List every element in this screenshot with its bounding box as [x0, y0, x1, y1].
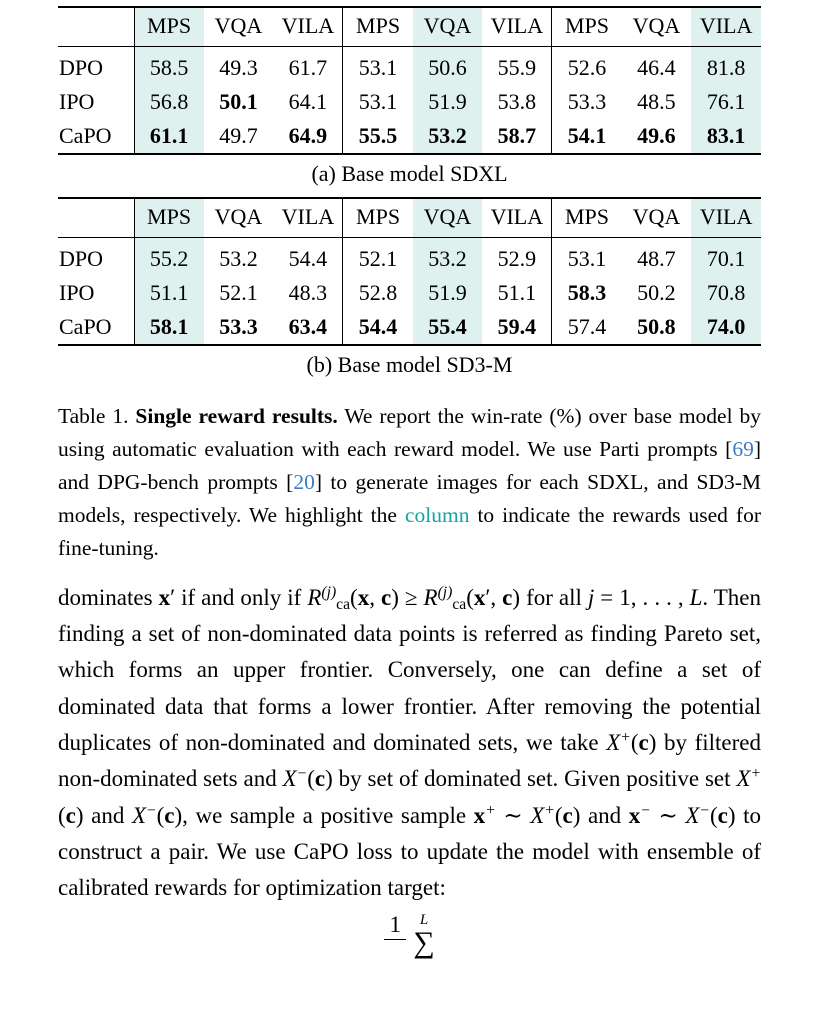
value-cell: 81.8: [691, 47, 761, 86]
text-segment: (: [554, 802, 563, 828]
text-segment: x: [473, 802, 486, 828]
text-segment: ): [648, 729, 657, 755]
text-segment: (: [307, 766, 315, 792]
text-segment: x: [473, 584, 486, 610]
text-segment: R: [423, 584, 438, 610]
col-header: VILA: [490, 204, 544, 229]
value-cell: 63.4: [288, 314, 328, 339]
table-row: [58, 238, 761, 277]
text-segment: x: [158, 584, 171, 610]
fraction-bar: [384, 939, 406, 941]
value-cell: 74.0: [691, 310, 761, 345]
text-segment: c: [717, 802, 728, 828]
table-b-section: [58, 197, 761, 388]
col-header: VQA: [632, 204, 681, 229]
results-table-sd3m: [58, 197, 761, 346]
text-segment: ca: [336, 595, 351, 613]
value-cell: 57.4: [552, 310, 622, 345]
value-cell: 51.9: [413, 85, 483, 119]
text-segment: and: [580, 802, 629, 828]
value-cell: 50.1: [219, 89, 258, 114]
table-row: [58, 47, 761, 86]
text-segment: (: [709, 802, 718, 828]
text-segment: ca: [452, 595, 467, 613]
text-segment: ): [325, 766, 333, 792]
value-cell: 54.1: [552, 119, 622, 154]
corner-cell: [58, 7, 134, 47]
text-segment: ′: [170, 584, 176, 610]
text-segment: ): [727, 802, 736, 828]
results-table-sdxl: [58, 6, 761, 155]
value-cell: 48.3: [288, 280, 328, 305]
text-segment: (: [58, 802, 66, 828]
text-segment: c: [314, 766, 326, 792]
text-segment: +: [544, 801, 555, 819]
results-table: [58, 197, 761, 346]
col-header: VILA: [281, 13, 335, 38]
row-label: DPO: [58, 238, 134, 277]
col-header: MPS: [134, 7, 204, 47]
text-segment: x: [628, 802, 641, 828]
col-header: VQA: [413, 198, 483, 238]
value-cell: 52.9: [482, 238, 552, 277]
text-segment: X: [282, 766, 297, 792]
corner-cell: [58, 198, 134, 238]
text-segment: = 1, . . . ,: [594, 584, 690, 610]
value-cell: 64.1: [288, 89, 328, 114]
text-segment: ′: [485, 584, 491, 610]
table-row: [58, 119, 761, 154]
value-cell: 58.5: [134, 47, 204, 86]
text-segment: if and only if: [175, 584, 308, 610]
value-cell: 53.1: [552, 238, 622, 277]
text-segment: −: [146, 801, 157, 819]
text-segment: X: [530, 802, 545, 828]
col-header: VILA: [490, 13, 544, 38]
value-cell: 49.6: [637, 123, 676, 148]
text-segment: c: [164, 802, 175, 828]
value-cell: 51.1: [497, 280, 537, 305]
value-cell: 53.1: [343, 85, 413, 119]
value-cell: 53.3: [219, 314, 258, 339]
value-cell: 70.8: [691, 276, 761, 310]
text-segment: (j): [437, 583, 453, 601]
text-segment: We report the win-rate (%) over base model by using automatic evaluation with each reward model. We use Parti prompts [: [58, 404, 761, 462]
summation: [413, 913, 434, 958]
fraction-numerator: 1: [389, 911, 402, 937]
col-header: VILA: [691, 198, 761, 238]
header-row: [58, 198, 761, 238]
value-cell: 50.8: [637, 314, 676, 339]
row-label: CaPO: [59, 314, 112, 339]
text-segment: ): [75, 802, 84, 828]
value-cell: 70.1: [691, 238, 761, 277]
text-segment: , we sample a positive sample: [182, 802, 474, 828]
value-cell: 58.1: [134, 310, 204, 345]
row-label: DPO: [58, 47, 134, 86]
subcaption-a: (a) Base model SDXL: [311, 161, 508, 186]
text-segment: column: [404, 503, 470, 528]
col-header: MPS: [343, 7, 413, 47]
value-cell: 52.8: [343, 276, 413, 310]
value-cell: 53.2: [413, 238, 483, 277]
col-header: MPS: [134, 198, 204, 238]
text-segment: to construct a pair. We use CaPO loss to update the model with ensemble of calibrated rewards for optimization target:: [58, 802, 761, 901]
text-segment: ): [572, 802, 581, 828]
value-cell: 56.8: [134, 85, 204, 119]
col-header: MPS: [552, 7, 622, 47]
value-cell: 50.2: [637, 280, 676, 305]
results-table: [58, 6, 761, 155]
value-cell: 61.7: [273, 47, 343, 86]
text-segment: by filtered non-dominated sets and: [58, 729, 761, 792]
text-segment: c: [638, 729, 649, 755]
text-segment: X: [685, 802, 700, 828]
text-segment: to indicate the rewards used for fine-tuning.: [58, 503, 761, 561]
value-cell: 58.7: [497, 123, 537, 148]
value-cell: 51.9: [413, 276, 483, 310]
sigma-icon: ∑: [413, 925, 435, 959]
value-cell: 55.9: [482, 47, 552, 86]
text-segment: ] to generate images for each SDXL, and SD3-M models, respectively. We highlight the: [58, 470, 761, 528]
value-cell: 48.7: [622, 238, 692, 277]
fraction: [384, 913, 406, 941]
value-cell: 52.1: [219, 280, 258, 305]
value-cell: 54.4: [273, 238, 343, 277]
text-segment: ∼: [495, 802, 531, 828]
col-header: VQA: [413, 7, 483, 47]
value-cell: 55.5: [343, 119, 413, 154]
text-segment: j: [587, 584, 595, 610]
text-segment: ): [174, 802, 183, 828]
value-cell: 55.2: [134, 238, 204, 277]
table-row: [58, 85, 761, 119]
value-cell: 61.1: [134, 119, 204, 154]
text-segment: Table 1.: [58, 404, 136, 428]
text-segment: ): [512, 584, 521, 610]
text-segment: (j): [321, 583, 337, 601]
value-cell: 46.4: [622, 47, 692, 86]
row-label: IPO: [59, 89, 95, 114]
text-segment: (: [630, 729, 639, 755]
citation-link[interactable]: 69: [732, 437, 754, 462]
value-cell: 49.7: [219, 123, 258, 148]
text-segment: x: [357, 584, 370, 610]
text-segment: (: [466, 584, 474, 610]
text-segment: +: [750, 765, 761, 783]
text-segment: (: [156, 802, 165, 828]
table-row: [58, 310, 761, 345]
value-cell: 51.1: [134, 276, 204, 310]
text-segment: X: [131, 802, 147, 828]
value-cell: 53.1: [343, 47, 413, 86]
text-segment: . Then finding a set of non-dominated data points is referred as finding Pareto set, which forms an upper frontier. Conversely, one can define a set of dominated data that forms a lower frontier. After removing the potential duplicates of non-dominated and dominated sets, we take: [58, 584, 762, 755]
body-paragraph: [58, 580, 761, 907]
text-segment: Single reward results.: [135, 404, 338, 428]
text-segment: dominates: [58, 584, 159, 610]
text-segment: R: [307, 584, 322, 610]
text-segment: +: [620, 729, 631, 747]
sum-upper-limit: L: [419, 911, 429, 928]
value-cell: 83.1: [691, 119, 761, 154]
col-header: MPS: [552, 198, 622, 238]
text-segment: c: [502, 584, 513, 610]
value-cell: 53.2: [413, 119, 483, 154]
value-cell: 49.3: [204, 47, 274, 86]
table-row: [58, 276, 761, 310]
row-label: CaPO: [59, 123, 112, 148]
text-segment: L: [689, 584, 703, 610]
col-header: VQA: [214, 204, 263, 229]
text-segment: ,: [490, 584, 503, 610]
value-cell: 64.9: [288, 123, 328, 148]
table-a-section: [58, 6, 761, 197]
value-cell: 52.6: [552, 47, 622, 86]
equation-fragment: [58, 913, 761, 958]
text-segment: c: [380, 584, 392, 610]
text-segment: ] and DPG-bench prompts [: [58, 437, 761, 495]
header-row: [58, 7, 761, 47]
row-label: IPO: [59, 280, 95, 305]
value-cell: 59.4: [497, 314, 537, 339]
col-header: VILA: [281, 204, 335, 229]
text-segment: (: [350, 584, 358, 610]
text-segment: −: [699, 801, 710, 819]
value-cell: 52.1: [343, 238, 413, 277]
text-segment: c: [562, 802, 573, 828]
text-segment: X: [736, 766, 751, 792]
value-cell: 76.1: [691, 85, 761, 119]
text-segment: ∼: [650, 802, 686, 828]
value-cell: 55.4: [413, 310, 483, 345]
text-segment: ,: [369, 584, 381, 610]
col-header: VILA: [691, 7, 761, 47]
value-cell: 58.3: [552, 276, 622, 310]
citation-link[interactable]: 20: [293, 470, 315, 495]
col-header: MPS: [343, 198, 413, 238]
text-segment: by set of dominated set. Given positive set: [332, 766, 737, 792]
col-header: VQA: [214, 13, 263, 38]
text-segment: for all: [520, 584, 588, 610]
value-cell: 53.2: [204, 238, 274, 277]
text-segment: −: [640, 801, 651, 819]
text-segment: and: [83, 802, 132, 828]
col-header: VQA: [632, 13, 681, 38]
text-segment: −: [296, 765, 308, 783]
value-cell: 54.4: [343, 310, 413, 345]
text-segment: X: [606, 729, 621, 755]
value-cell: 48.5: [637, 89, 676, 114]
text-segment: ) ≥: [391, 584, 424, 610]
value-cell: 53.8: [497, 89, 537, 114]
text-segment: c: [65, 802, 76, 828]
subcaption-b: (b) Base model SD3-M: [306, 352, 513, 377]
value-cell: 50.6: [413, 47, 483, 86]
table-caption: [58, 400, 761, 566]
text-segment: +: [485, 801, 496, 819]
value-cell: 53.3: [552, 85, 622, 119]
